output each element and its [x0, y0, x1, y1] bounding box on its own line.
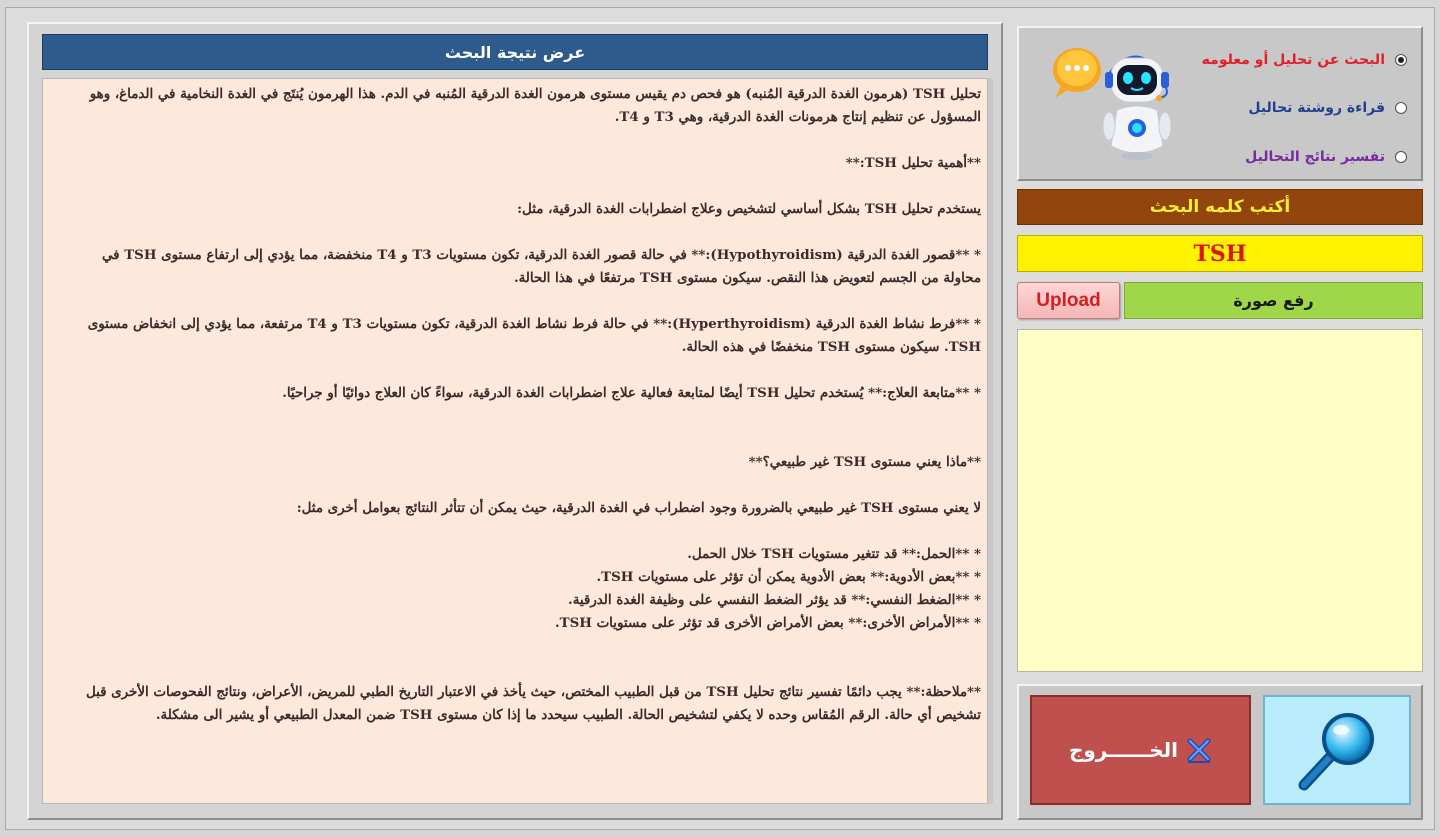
result-paragraph: * **الحمل:** قد تتغير مستويات TSH خلال الحمل. [687, 546, 981, 562]
upload-image-label: رفع صورة [1124, 282, 1423, 319]
result-paragraph [63, 405, 981, 428]
result-paragraph [63, 221, 981, 244]
option-interpret-results[interactable] [1245, 149, 1407, 165]
result-paragraph: * **الضغط النفسي:** قد يؤثر الضغط النفسي على وظيفة الغدة الدرقية. [568, 592, 981, 608]
close-x-icon [1186, 737, 1212, 763]
option-read-prescription[interactable] [1248, 100, 1407, 116]
options-panel [1017, 26, 1423, 181]
option-label: تفسير نتائج التحاليل [1245, 149, 1385, 165]
result-paragraph [63, 428, 981, 451]
result-paragraph: * **قصور الغدة الدرقية (Hypothyroidism):** في حالة قصور الغدة الدرقية، تكون مستويات T3 و T4 منخفضة، مما يؤدي إلى ارتفاع مستوى TSH في محاولة من الجسم لتعويض هذا النقص. سيكون مستوى TSH مرتفعًا في هذا الحالة. [101, 247, 981, 286]
magnifier-icon [1292, 705, 1382, 795]
search-button[interactable] [1263, 695, 1411, 805]
radio-button[interactable] [1395, 151, 1407, 163]
result-paragraph: **ملاحظة:** يجب دائمًا تفسير نتائج تحليل TSH من قبل الطبيب المختص، حيث يأخذ في الاعتبار التاريخ الطبي للمريض، الأعراض، ونتائج الفحوصات الأخرى قبل تشخيص أي حالة. الرقم المُقاس وحده لا يكفي لتشخيص الحالة. الطبيب سيحدد ما إذا كان مستوى TSH ضمن المعدل الطبيعي أو يشير الى مشكلة. [85, 684, 981, 723]
chat-bubble-icon [1053, 48, 1101, 98]
result-paragraph: **أهمية تحليل TSH:** [845, 155, 981, 171]
result-paragraph [63, 635, 981, 658]
result-paragraph: * **فرط نشاط الغدة الدرقية (Hyperthyroidism):** في حالة فرط نشاط الغدة الدرقية، تكون مستويات T3 و T4 مرتفعة، مما يؤدي إلى انخفاض مستوى TSH. سيكون مستوى TSH منخفضًا في هذه الحالة. [87, 316, 981, 355]
result-paragraph: * **بعض الأدوية:** بعض الأدوية يمكن أن تؤثر على مستويات TSH. [596, 569, 981, 585]
result-paragraph [63, 520, 981, 543]
result-paragraph [63, 175, 981, 198]
option-search-analysis[interactable] [1202, 52, 1407, 68]
image-preview-area [1017, 329, 1423, 672]
result-textbox[interactable] [42, 78, 988, 804]
result-paragraph [63, 474, 981, 497]
result-scrollbar[interactable] [988, 78, 993, 804]
exit-button[interactable] [1030, 695, 1251, 805]
exit-label: الخــــــروج [1068, 738, 1179, 762]
result-paragraph: يستخدم تحليل TSH بشكل أساسي لتشخيص وعلاج اضطرابات الغدة الدرقية، مثل: [517, 201, 981, 217]
search-keyword-label: أكتب كلمه البحث [1017, 189, 1423, 225]
option-label: البحث عن تحليل أو معلومه [1201, 52, 1385, 68]
result-paragraph [63, 129, 981, 152]
radio-button[interactable] [1395, 54, 1407, 66]
result-paragraph [63, 658, 981, 681]
result-paragraph [63, 290, 981, 313]
result-title: عرض نتيجة البحث [42, 34, 988, 70]
option-label: قراءة روشتة تحاليل [1248, 100, 1385, 116]
result-paragraph: تحليل TSH (هرمون الغدة الدرقية المُنبه) هو فحص دم يقيس مستوى هرمون الغدة الدرقية المُنبه في الدم. هذا الهرمون يُنتَج في الغدة النخامية في الدماغ، وهو المسؤول عن تنظيم إنتاج هرمونات الغدة الدرقية، وهي T3 و T4. [89, 86, 981, 125]
result-paragraph: * **متابعة العلاج:** يُستخدم تحليل TSH أيضًا لمتابعة فعالية علاج اضطرابات الغدة الدرقية، سواءً كان العلاج دوائيًا أو جراحيًا. [282, 385, 981, 401]
search-input[interactable] [1017, 235, 1423, 272]
result-paragraph: * **الأمراض الأخرى:** بعض الأمراض الأخرى قد تؤثر على مستويات TSH. [554, 615, 981, 631]
radio-button[interactable] [1395, 102, 1407, 114]
robot-assistant-icon [1047, 38, 1192, 166]
result-paragraph: لا يعني مستوى TSH غير طبيعي بالضرورة وجود اضطراب في الغدة الدرقية، حيث يمكن أن تتأثر النتائج بعوامل أخرى مثل: [296, 500, 981, 516]
result-paragraph: **ماذا يعني مستوى TSH غير طبيعي؟** [748, 454, 981, 470]
result-paragraph [63, 359, 981, 382]
upload-button[interactable]: Upload [1017, 282, 1120, 319]
